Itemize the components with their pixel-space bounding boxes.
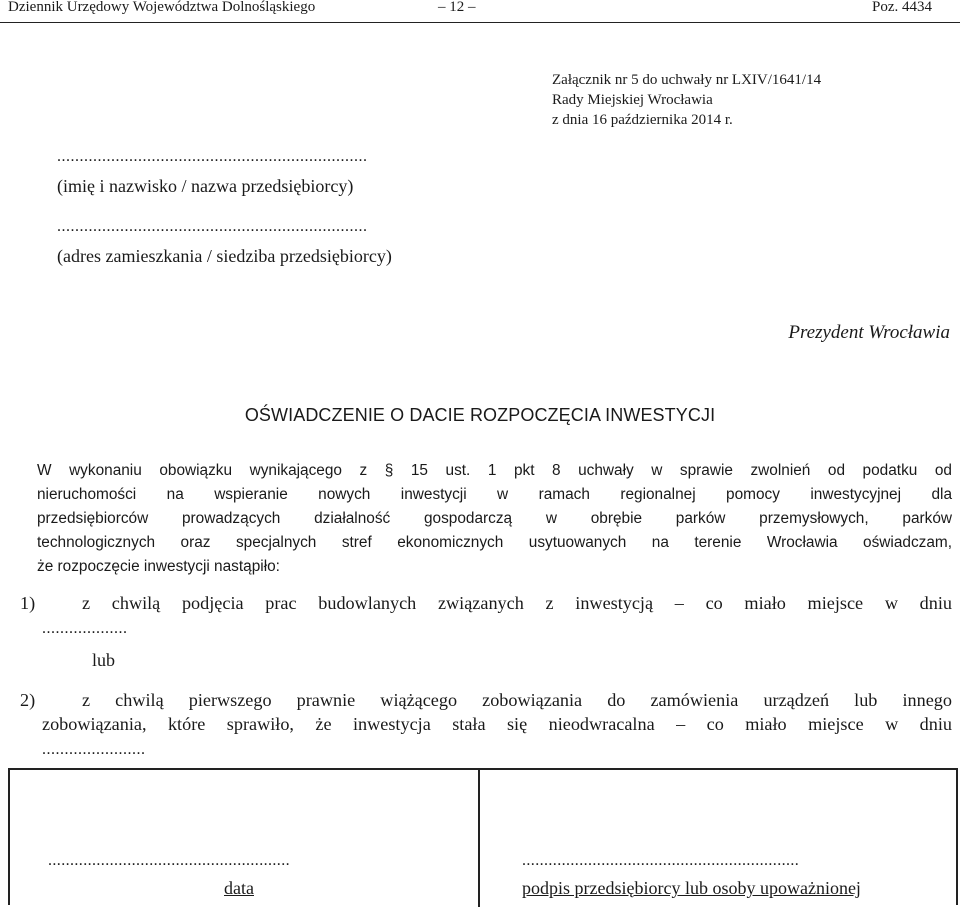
option-2-number: 2) [20, 690, 36, 710]
position-number: Poz. 4434 [872, 0, 932, 15]
header-rule [0, 22, 960, 23]
journal-title: Dziennik Urzędowy Województwa Dolnośląskiego [8, 0, 316, 15]
option-1-number: 1) [20, 593, 36, 613]
option-2-line-2: zobowiązania, które sprawiło, że inwestycja stała się nieodwracalna – co miało miejsce w dniu [42, 714, 952, 734]
date-fill-line: ....................................................... [48, 852, 290, 869]
name-caption: (imię i nazwisko / nazwa przedsiębiorcy) [57, 176, 354, 196]
intro-line: technologicznych oraz specjalnych stref ekonomicznych usytuowanych na terenie Wrocławia oświadczam, [37, 534, 952, 551]
option-2 [20, 685, 952, 765]
address-fill-line: ..................................................................... [57, 218, 368, 235]
page-number: – 12 – [438, 0, 476, 15]
signature-divider [478, 770, 480, 907]
annex-reference [552, 70, 821, 130]
annex-line-3: z dnia 16 października 2014 r. [552, 112, 733, 128]
option-1-text: z chwilą podjęcia prac budowlanych związanych z inwestycją – co miało miejsce w dniu [82, 593, 952, 613]
address-caption: (adres zamieszkania / siedziba przedsiębiorcy) [57, 246, 392, 266]
intro-paragraph [37, 459, 952, 579]
intro-line: nieruchomości na wspieranie nowych inwestycji w ramach regionalnej pomocy inwestycyjnej dla [37, 486, 952, 503]
option-2-date-field: ....................... [42, 741, 146, 758]
name-fill-line: ..................................................................... [57, 148, 368, 165]
document-title: OŚWIADCZENIE O DACIE ROZPOCZĘCIA INWESTYCJI [244, 405, 716, 425]
addressee: Prezydent Wrocławia [788, 322, 950, 343]
intro-line: W wykonaniu obowiązku wynikającego z § 15 ust. 1 pkt 8 uchwały w sprawie zwolnień od podatku od [37, 462, 952, 479]
option-1-date-field: ................... [42, 620, 128, 637]
date-label: data [224, 878, 254, 898]
signature-label: podpis przedsiębiorcy lub osoby upoważnionej [522, 878, 861, 898]
option-1 [20, 588, 952, 648]
annex-line-1: Załącznik nr 5 do uchwały nr LXIV/1641/14 [552, 72, 822, 88]
page-header [0, 0, 960, 20]
intro-line: że rozpoczęcie inwestycji nastąpiło: [37, 558, 280, 575]
intro-line: przedsiębiorców prowadzących działalność gospodarczą w obrębie parków przemysłowych, parków [37, 510, 952, 527]
or-word: lub [92, 650, 116, 670]
signature-fill-line: ............................................................... [522, 852, 800, 869]
annex-line-2: Rady Miejskiej Wrocławia [552, 92, 713, 108]
option-2-line-1: z chwilą pierwszego prawnie wiążącego zobowiązania do zamówienia urządzeń lub innego [82, 690, 952, 710]
